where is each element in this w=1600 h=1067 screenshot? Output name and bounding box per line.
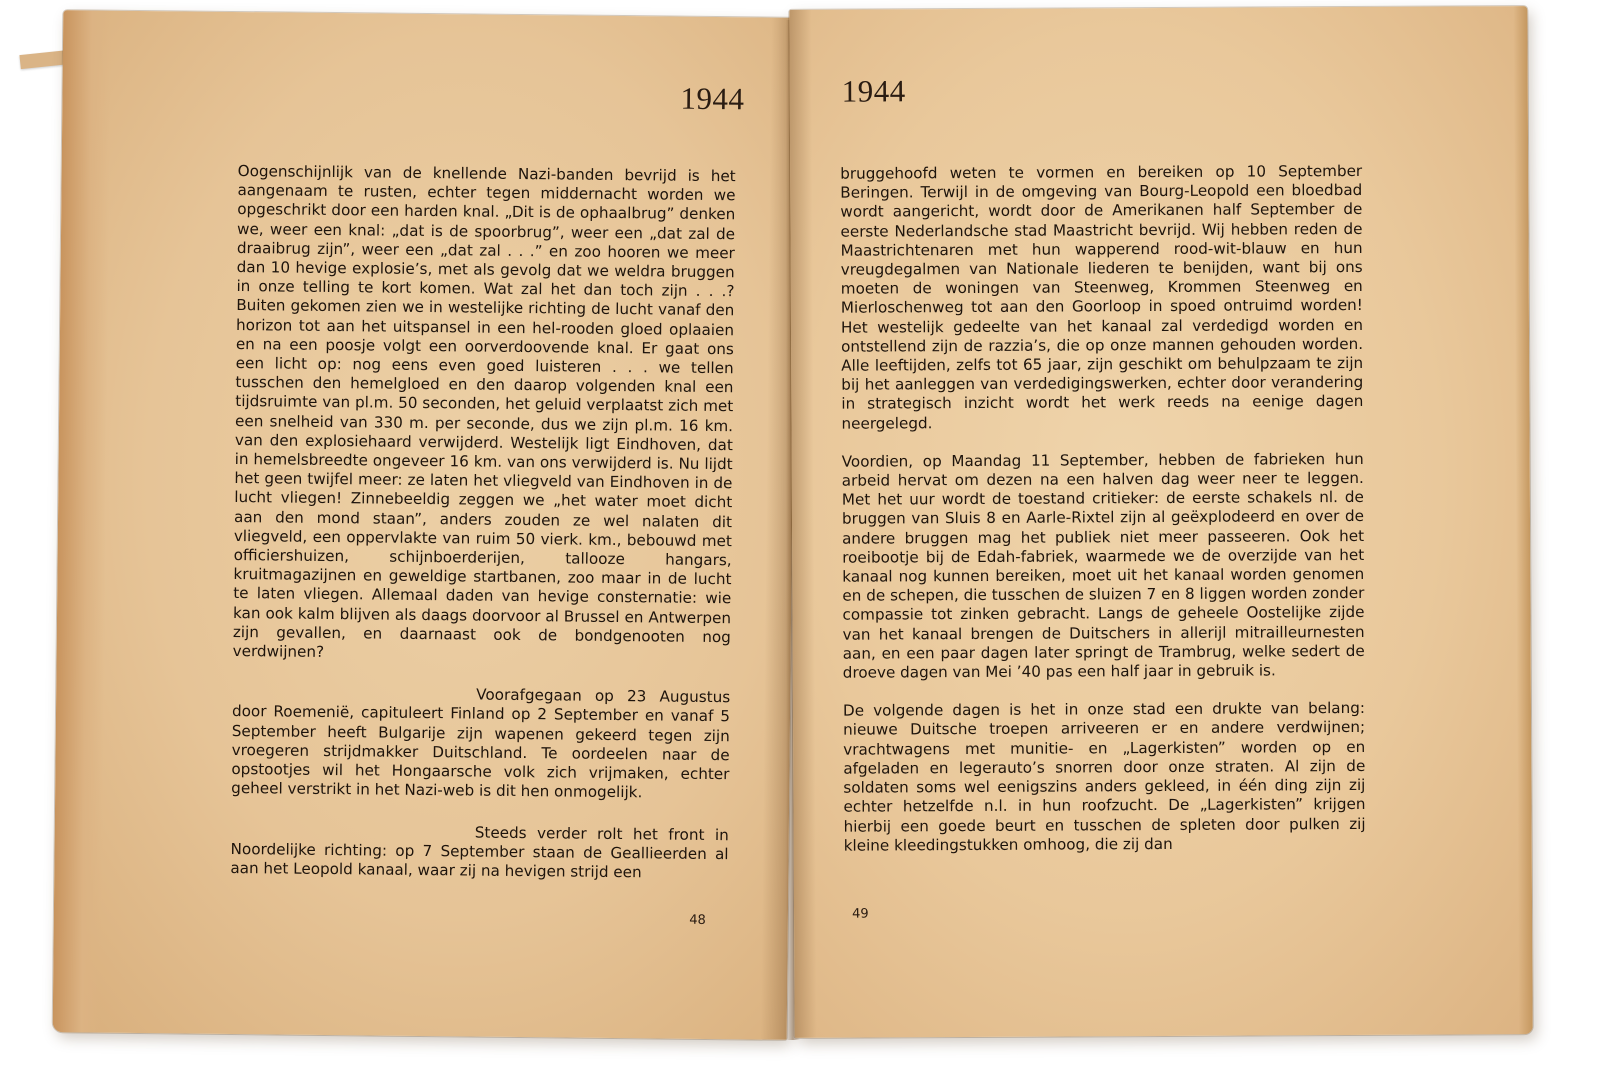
right-page-number: 49 [852, 906, 869, 922]
left-page-number: 48 [689, 912, 706, 928]
left-page-year-heading: 1944 [680, 80, 745, 117]
right-paragraph-1: bruggehoofd weten te vormen en bereiken op 10 September Beringen. Terwijl in de omgeving van Bourg-Leopold een bloedbad wordt aangericht, wordt door de Amerikanen half September de eerste Nederlandsche stad Maastricht bevrijd. Wij hebben reden de Maastrichtenaren met hun wapperend rood-wit-blauw en hun vreugdegalmen van Nationale liederen te benijden, want bij ons moeten de woningen van Steenweg, Krommen Steenweg en Mierloschenweg tot aan den Goorloop in spoed ontruimd worden! Het westelijk gedeelte van het kanaal zal verdedigd worden en ontstellend zijn de razzia’s, die op onze mannen gehouden worden. Alle leeftijden, zelfs tot 65 jaar, zijn geschikt om behulpzaam te zijn bij het aanleggen van verdedigingswerken, echter door verandering in strategisch inzicht wordt het werk reeds na eenige dagen neergelegd. [840, 161, 1364, 433]
right-page-body [840, 162, 1366, 856]
right-paragraph-3: De volgende dagen is het in onze stad een drukte van belang: nieuwe Duitsche troepen arriveeren er en andere verdwijnen; vrachtwagens met munitie- en „Lagerkisten” worden op en afgeladen en legerauto’s snorren door onze straten. Al zijn de soldaten soms wel eenigszins anders gekleed, in één ding zijn zij echter hetzelfde n.l. in hun roofzucht. De „Lagerkisten” krijgen hierbij een goede beurt en tusschen de spleten door pulken zij kleine kleedingstukken omhoog, die zij dan [842, 699, 1366, 855]
left-paragraph-3: Steeds verder rolt het front in Noordelijke richting: op 7 September staan de Geallieerden al aan het Leopold kanaal, waar zij na hevigen strijd een [230, 823, 729, 882]
left-page-body [230, 162, 735, 883]
left-paragraph-1: Oogenschijnlijk van de knellende Nazi-banden bevrijd is het aangenaam te rusten, echter tegen middernacht worden we opgeschrikt door een harden knal. „Dit is de ophaalbrug” denken we, weer een knal: „dat is de spoorbrug”, weer een „dat zal de draaibrug zijn”, weer een „dat zal . . .” en zoo hooren we meer dan 10 hevige explosie’s, met als gevolg dat we weldra bruggen in onze telling te kort komen. Wat zal het dan toch zijn . . .? Buiten gekomen zien we in westelijke richting de lucht vanaf den horizon tot aan het uitspansel in een hel-rooden gloed oplaaien en na een poosje volgt een oorverdoovende knal. Er gaat ons een licht op: nog eens even goed luisteren . . . we tellen tusschen den hemelgloed en den daarop volgenden knal een tijdsruimte van pl.m. 50 seconden, het geluid verplaatst zich met een snelheid van 330 m. per seconde, dus we zijn pl.m. 16 km. van den explosiehaard verwijderd. Westelijk ligt Eindhoven, dat in hemelsbreedte ongeveer 16 km. van ons verwijderd is. Nu lijdt het geen twijfel meer: ze laten het vliegveld van Eindhoven in de lucht vliegen! Zinnebeeldig zeggen we „het water moet dicht aan den mond staan”, anders zouden ze wel nalaten dit vliegveld, een oppervlakte van ruim 50 vierk. km., bebouwd met officiershuizen, schijnboerderijen, tallooze hangars, kruitmagazijnen en geweldige startbanen, zoo maar in de lucht te laten vliegen. Allemaal daden van hevige consternatie: wie kan ook kalm blijven als daags doorvoor al Brussel en Antwerpen zijn gevallen, en daarnaast ook de bondgenooten nog verdwijnen? [232, 162, 736, 662]
left-page [53, 10, 798, 1040]
left-paragraph-2: Voorafgegaan op 23 Augustus door Roemenië, capituleert Finland op 2 September en vanaf 5 September heeft Bulgarije zijn wapenen gekeerd tegen zijn vroegeren strijdmakker Duitschland. Te oordeelen naar de opstootjes wil het Hongaarsche volk zich vrijmaken, echter geheel verstrikt in het Nazi-web is dit hen onmogelijk. [231, 685, 731, 802]
right-page-year-heading: 1944 [841, 73, 906, 109]
right-paragraph-2: Voordien, op Maandag 11 September, hebben de fabrieken hun arbeid hervat om dezen na een halven dag weer neer te leggen. Met het uur wordt de toestand critieker: de eerste schakels nl. de bruggen van Sluis 8 en Aarle-Rixtel zijn al geëxplodeerd en over de andere bruggen mag het publiek niet meer passeeren. Ook het roeibootje bij de Edah-fabriek, waarmede we de overzijde van het kanaal nog kunnen bereiken, moet uit het kanaal worden genomen en de schepen, die tusschen de sluizen 7 en 8 liggen worden zonder compassie tot zinken gebracht. Langs de geheele Oostelijke zijde van het kanaal brengen de Duitschers in allerijl mitrailleurnesten aan, en een paar dagen later springt de Trambrug, welke sedert de droeve dagen van Mei ’40 pas een half jaar in gebruik is. [841, 449, 1365, 682]
right-page [789, 6, 1532, 1038]
